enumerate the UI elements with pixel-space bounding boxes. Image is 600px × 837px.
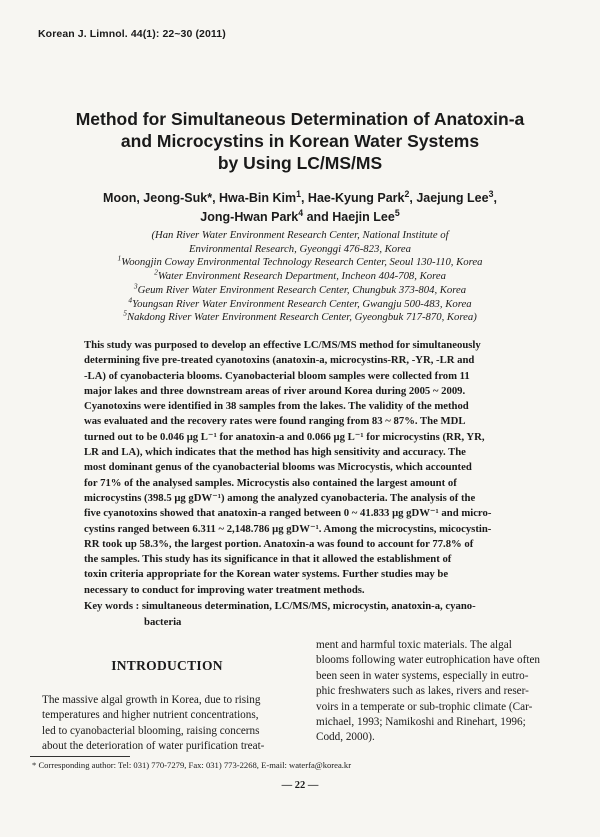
author-name: , Hae-Kyung Park (300, 191, 405, 205)
author-line (60, 189, 540, 208)
journal-citation: Korean J. Limnol. 44(1): 22~30 (2011) (38, 28, 226, 40)
affiliation-sup: 4 (128, 294, 133, 304)
title-line: by Using LC/MS/MS (217, 153, 383, 173)
body-line: ment and harmful toxic materials. The algal (316, 639, 512, 651)
author-name: , Jaejung Lee (409, 191, 489, 205)
abstract-line: was evaluated and the recovery rates were found ranging from 83 ~ 87%. The MDL (84, 415, 466, 428)
author-name: , (493, 191, 497, 205)
keywords-line: bacteria (144, 615, 182, 628)
affiliation-line (60, 294, 540, 312)
body-line: led to cyanobacterial blooming, raising concerns (42, 724, 260, 737)
abstract-line: for 71% of the analysed samples. Microcystis also contained the largest amount of (84, 476, 457, 489)
affiliation-text: Geum River Water Environment Research Center, Chungbuk 373-804, Korea (137, 283, 467, 296)
paper-title (60, 108, 540, 174)
body-line: The massive algal growth in Korea, due to rising (42, 694, 261, 706)
body-line: phic freshwaters such as lakes, rivers and reser- (316, 685, 529, 698)
affiliation-line (60, 267, 540, 284)
footnote-divider (30, 756, 130, 757)
corresponding-author-footnote: * Corresponding author: Tel: 031) 770-7279, Fax: 031) 773-2268, E-mail: waterfa@korea.kr (32, 760, 352, 770)
affiliation-line (60, 253, 540, 270)
affiliation-text: Youngsan River Water Environment Research Center, Gwangju 500-483, Korea (132, 297, 472, 310)
abstract-line: necessary to conduct for improving water treatment methods. (84, 583, 365, 596)
abstract-line: five cyanotoxins showed that anatoxin-a ranged between 0 ~ 41.833 μg gDW⁻¹ and micro- (84, 507, 492, 520)
body-line: voirs in a temperate or sub-trophic climate (Car- (316, 700, 533, 713)
body-line: Codd, 2000). (316, 731, 375, 744)
body-line: been seen in water systems, especially in eutro- (316, 669, 529, 682)
body-line: michael, 1993; Namikoshi and Rinehart, 1996; (316, 716, 526, 729)
affiliation-line (60, 229, 540, 243)
keywords (84, 599, 524, 630)
author-list (60, 189, 540, 227)
abstract-line: Cyanotoxins were identified in 38 samples from the lakes. The validity of the method (84, 400, 469, 413)
body-line: about the deterioration of water purification treat- (42, 740, 265, 753)
affiliation-text: (Han River Water Environment Research Center, National Institute of (151, 229, 449, 241)
section-heading: INTRODUCTION (111, 658, 223, 673)
affiliation-line (60, 243, 540, 257)
abstract-line: determining five pre-treated cyanotoxins (anatoxin-a, microcystins-RR, -YR, -LR and (84, 354, 475, 367)
author-name: Jong-Hwan Park (200, 210, 299, 224)
abstract-line: most dominant genus of the cyanobacterial blooms was Microcystis, which accounted (84, 461, 472, 474)
abstract-line: turned out to be 0.046 μg L⁻¹ for anatoxin-a and 0.066 μg L⁻¹ for microcystins (RR, YR, (84, 430, 485, 443)
abstract-line: -LA) of cyanobacteria blooms. Cyanobacterial bloom samples were collected from 11 (84, 369, 470, 382)
author-sup: 4 (298, 207, 304, 218)
abstract-line: toxin criteria appropriate for the Korean water systems. Further studies may be (84, 568, 449, 581)
affiliation-text: Water Environment Research Department, Incheon 404-708, Korea (157, 270, 446, 283)
abstract-line: cystins ranged between 6.311 ~ 2,148.786 μg gDW⁻¹. Among the microcystins, micocystin- (84, 522, 492, 535)
abstract (84, 338, 524, 598)
affiliation-sup: 3 (133, 281, 138, 291)
author-line (60, 208, 540, 227)
affiliation-text: Environmental Research, Gyeonggi 476-823, Korea (188, 242, 411, 255)
affiliation-text: Woongjin Coway Environmental Technology Research Center, Seoul 130-110, Korea (121, 256, 483, 269)
title-line: and Microcystins in Korean Water Systems (120, 131, 480, 151)
body-line: temperatures and higher nutrient concentrations, (42, 709, 259, 722)
right-column (316, 638, 571, 746)
body-paragraph (316, 638, 571, 746)
affiliation-text: Nakdong River Water Environment Research Center, Gyeongbuk 717-870, Korea) (126, 311, 477, 324)
abstract-line: microcystins (398.5 μg gDW⁻¹) among the analyzed cyanobacteria. The analysis of the (84, 491, 476, 504)
affiliation-sup: 2 (154, 267, 158, 277)
author-sup: 5 (394, 207, 400, 218)
author-sup: 2 (404, 188, 410, 199)
abstract-line: the samples. This study has its significance in that it allowed the establishment of (84, 553, 452, 566)
affiliation-line (60, 308, 540, 325)
affiliation-sup: 5 (123, 308, 127, 318)
abstract-line: RR took up 58.3%, the largest portion. Anatoxin-a was found to account for 77.8% of (84, 537, 474, 550)
body-line: blooms following water eutrophication have often (316, 654, 541, 667)
abstract-line: major lakes and three downstream areas of river around Korea during 2005 ~ 2009. (84, 384, 466, 397)
page-number: — 22 — (281, 780, 319, 791)
abstract-line: This study was purposed to develop an effective LC/MS/MS method for simultaneously (84, 339, 481, 351)
author-name: and Haejin Lee (303, 210, 395, 224)
author-name: Moon, Jeong-Suk*, Hwa-Bin Kim (103, 191, 297, 205)
affiliation-list (60, 229, 540, 325)
author-sup: 1 (296, 188, 301, 199)
abstract-line: LR and LA), which indicates that the method has high sensitivity and accuracy. The (84, 446, 466, 459)
keywords-line: Key words : simultaneous determination, LC/MS/MS, microcystin, anatoxin-a, cyano- (84, 600, 476, 612)
body-paragraph (42, 693, 292, 755)
title-line: Method for Simultaneous Determination of Anatoxin-a (75, 109, 525, 129)
author-sup: 3 (488, 188, 494, 199)
left-column (42, 656, 292, 755)
affiliation-sup: 1 (117, 253, 122, 263)
